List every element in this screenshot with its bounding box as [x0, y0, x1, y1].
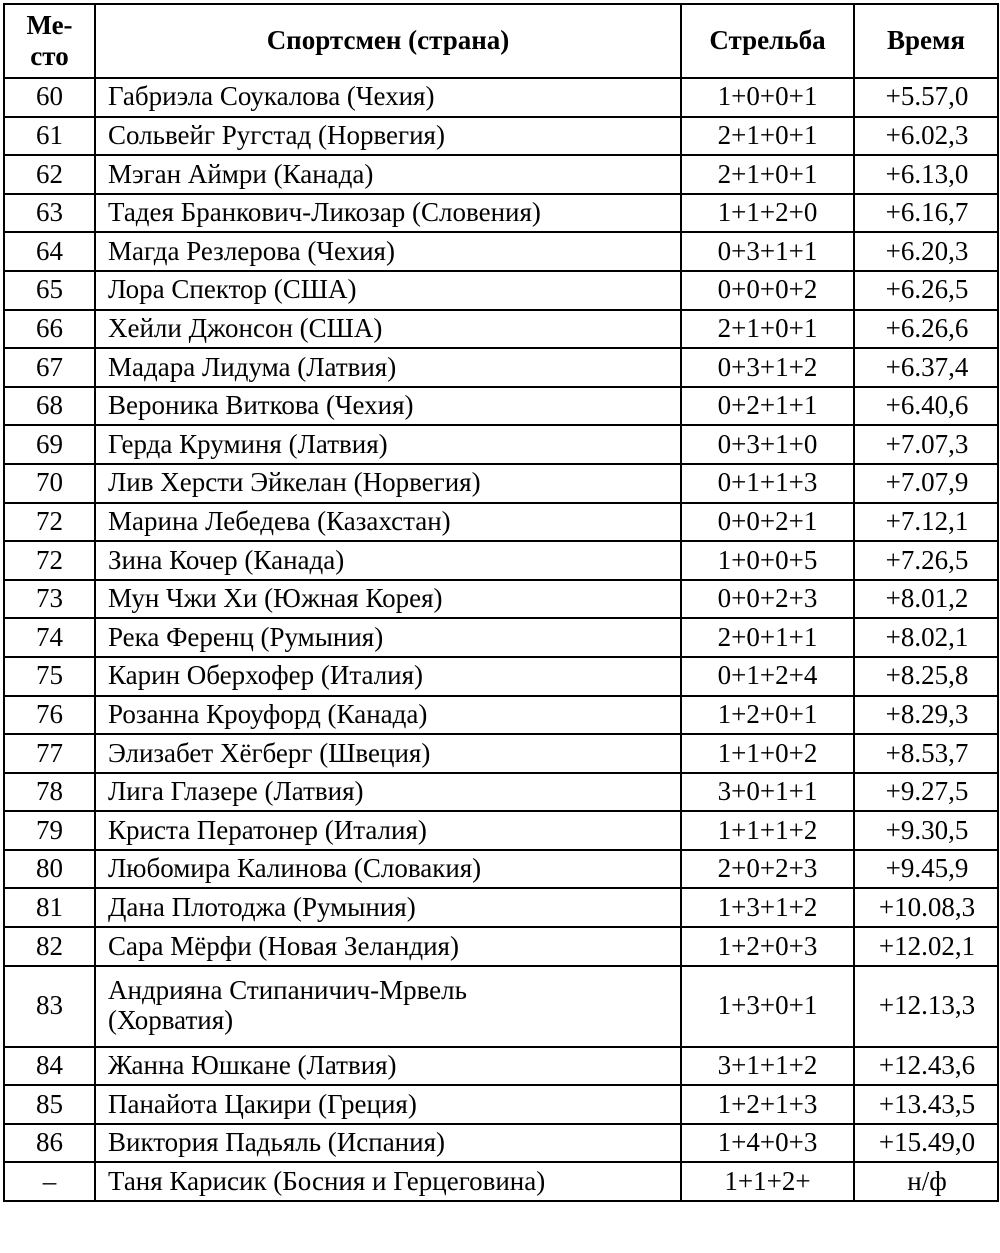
- shooting-cell: 2+1+0+1: [681, 155, 854, 194]
- time-cell: +7.26,5: [854, 541, 998, 580]
- time-cell: +6.16,7: [854, 194, 998, 233]
- shooting-cell: 0+1+1+3: [681, 464, 854, 503]
- table-row: [4, 425, 998, 464]
- table-row: [4, 503, 998, 542]
- table-row: [4, 888, 998, 927]
- time-cell: +8.25,8: [854, 657, 998, 696]
- shooting-cell: 1+0+0+5: [681, 541, 854, 580]
- shooting-cell: 1+2+1+3: [681, 1085, 854, 1124]
- shooting-cell: 0+3+1+2: [681, 348, 854, 387]
- athlete-cell: Мун Чжи Хи (Южная Корея): [95, 580, 681, 619]
- time-cell: +5.57,0: [854, 78, 998, 117]
- header-place: [4, 4, 95, 78]
- shooting-cell: 1+2+0+3: [681, 927, 854, 966]
- place-cell: 82: [4, 927, 95, 966]
- time-cell: н/ф: [854, 1162, 998, 1201]
- shooting-cell: 2+0+1+1: [681, 618, 854, 657]
- shooting-cell: 1+4+0+3: [681, 1124, 854, 1163]
- athlete-cell: Любомира Калинова (Словакия): [95, 850, 681, 889]
- shooting-cell: 1+1+2+: [681, 1162, 854, 1201]
- time-cell: +6.37,4: [854, 348, 998, 387]
- place-cell: 78: [4, 773, 95, 812]
- place-cell: 66: [4, 310, 95, 349]
- table-row: [4, 618, 998, 657]
- place-cell: 65: [4, 271, 95, 310]
- table-row: [4, 194, 998, 233]
- shooting-cell: 2+0+2+3: [681, 850, 854, 889]
- place-cell: 67: [4, 348, 95, 387]
- athlete-cell: Виктория Падьяль (Испания): [95, 1124, 681, 1163]
- table-row: [4, 155, 998, 194]
- table-row: [4, 850, 998, 889]
- table-row: [4, 580, 998, 619]
- place-cell: 69: [4, 425, 95, 464]
- place-cell: 79: [4, 811, 95, 850]
- place-cell: 61: [4, 117, 95, 156]
- athlete-cell: [95, 966, 681, 1047]
- athlete-cell: Марина Лебедева (Казахстан): [95, 503, 681, 542]
- shooting-cell: 1+3+1+2: [681, 888, 854, 927]
- place-cell: –: [4, 1162, 95, 1201]
- table-row: [4, 657, 998, 696]
- athlete-cell: Тадея Бранкович-Ликозар (Словения): [95, 194, 681, 233]
- table-row: [4, 773, 998, 812]
- time-cell: +7.07,9: [854, 464, 998, 503]
- time-cell: +6.26,5: [854, 271, 998, 310]
- athlete-cell: Мэган Аймри (Канада): [95, 155, 681, 194]
- table-row: [4, 78, 998, 117]
- athlete-cell: Река Ференц (Румыния): [95, 618, 681, 657]
- time-cell: +8.01,2: [854, 580, 998, 619]
- table-row: [4, 232, 998, 271]
- table-row: [4, 811, 998, 850]
- time-cell: +8.02,1: [854, 618, 998, 657]
- time-cell: +8.29,3: [854, 696, 998, 735]
- place-cell: 77: [4, 734, 95, 773]
- athlete-cell: Жанна Юшкане (Латвия): [95, 1047, 681, 1086]
- shooting-cell: 0+0+2+1: [681, 503, 854, 542]
- table-row: [4, 1085, 998, 1124]
- place-cell: 76: [4, 696, 95, 735]
- table-row: [4, 117, 998, 156]
- shooting-cell: 1+1+1+2: [681, 811, 854, 850]
- place-cell: 62: [4, 155, 95, 194]
- athlete-name-line2: (Хорватия): [108, 1005, 234, 1036]
- athlete-cell: Лига Глазере (Латвия): [95, 773, 681, 812]
- place-cell: 63: [4, 194, 95, 233]
- shooting-cell: 0+3+1+0: [681, 425, 854, 464]
- shooting-cell: 2+1+0+1: [681, 117, 854, 156]
- header-athlete: Спортсмен (страна): [95, 4, 681, 78]
- shooting-cell: 2+1+0+1: [681, 310, 854, 349]
- athlete-cell: Сара Мёрфи (Новая Зеландия): [95, 927, 681, 966]
- results-table: [3, 3, 999, 1202]
- place-cell: 72: [4, 503, 95, 542]
- time-cell: +12.02,1: [854, 927, 998, 966]
- athlete-cell: Хейли Джонсон (США): [95, 310, 681, 349]
- athlete-cell: Зина Кочер (Канада): [95, 541, 681, 580]
- athlete-cell: Герда Круминя (Латвия): [95, 425, 681, 464]
- table-row: [4, 966, 998, 1047]
- table-row: [4, 927, 998, 966]
- athlete-cell: Магда Резлерова (Чехия): [95, 232, 681, 271]
- athlete-cell: Розанна Кроуфорд (Канада): [95, 696, 681, 735]
- header-shooting: Стрельба: [681, 4, 854, 78]
- athlete-cell: Элизабет Хёгберг (Швеция): [95, 734, 681, 773]
- time-cell: +6.02,3: [854, 117, 998, 156]
- shooting-cell: 0+2+1+1: [681, 387, 854, 426]
- time-cell: +7.07,3: [854, 425, 998, 464]
- place-cell: 73: [4, 580, 95, 619]
- shooting-cell: 0+1+2+4: [681, 657, 854, 696]
- shooting-cell: 1+1+2+0: [681, 194, 854, 233]
- shooting-cell: 1+3+0+1: [681, 966, 854, 1047]
- shooting-cell: 0+0+0+2: [681, 271, 854, 310]
- time-cell: +7.12,1: [854, 503, 998, 542]
- header-time: Время: [854, 4, 998, 78]
- athlete-cell: Дана Плотоджа (Румыния): [95, 888, 681, 927]
- athlete-cell: Лора Спектор (США): [95, 271, 681, 310]
- time-cell: +9.45,9: [854, 850, 998, 889]
- athlete-name-line1: Андрияна Стипаничич-Мрвель: [108, 975, 467, 1006]
- time-cell: +8.53,7: [854, 734, 998, 773]
- table-row: [4, 696, 998, 735]
- time-cell: +15.49,0: [854, 1124, 998, 1163]
- time-cell: +10.08,3: [854, 888, 998, 927]
- athlete-cell: Криста Ператонер (Италия): [95, 811, 681, 850]
- header-place-line1: Ме-: [26, 9, 73, 40]
- shooting-cell: 0+3+1+1: [681, 232, 854, 271]
- place-cell: 80: [4, 850, 95, 889]
- shooting-cell: 3+0+1+1: [681, 773, 854, 812]
- place-cell: 81: [4, 888, 95, 927]
- place-cell: 70: [4, 464, 95, 503]
- table-row: [4, 734, 998, 773]
- place-cell: 74: [4, 618, 95, 657]
- time-cell: +13.43,5: [854, 1085, 998, 1124]
- place-cell: 72: [4, 541, 95, 580]
- time-cell: +6.20,3: [854, 232, 998, 271]
- shooting-cell: 1+0+0+1: [681, 78, 854, 117]
- place-cell: 85: [4, 1085, 95, 1124]
- time-cell: +6.13,0: [854, 155, 998, 194]
- time-cell: +9.27,5: [854, 773, 998, 812]
- table-row: [4, 1162, 998, 1201]
- time-cell: +6.26,6: [854, 310, 998, 349]
- time-cell: +6.40,6: [854, 387, 998, 426]
- place-cell: 83: [4, 966, 95, 1047]
- table-row: [4, 348, 998, 387]
- place-cell: 68: [4, 387, 95, 426]
- athlete-cell: Вероника Виткова (Чехия): [95, 387, 681, 426]
- shooting-cell: 1+1+0+2: [681, 734, 854, 773]
- time-cell: +12.13,3: [854, 966, 998, 1047]
- place-cell: 64: [4, 232, 95, 271]
- shooting-cell: 1+2+0+1: [681, 696, 854, 735]
- table-row: [4, 387, 998, 426]
- shooting-cell: 3+1+1+2: [681, 1047, 854, 1086]
- table-row: [4, 541, 998, 580]
- header-row: [4, 4, 998, 78]
- athlete-cell: Таня Карисик (Босния и Герцеговина): [95, 1162, 681, 1201]
- place-cell: 60: [4, 78, 95, 117]
- place-cell: 75: [4, 657, 95, 696]
- table-row: [4, 310, 998, 349]
- shooting-cell: 0+0+2+3: [681, 580, 854, 619]
- place-cell: 86: [4, 1124, 95, 1163]
- time-cell: +9.30,5: [854, 811, 998, 850]
- athlete-cell: Карин Оберхофер (Италия): [95, 657, 681, 696]
- place-cell: 84: [4, 1047, 95, 1086]
- time-cell: +12.43,6: [854, 1047, 998, 1086]
- athlete-cell: Лив Херсти Эйкелан (Норвегия): [95, 464, 681, 503]
- table-row: [4, 464, 998, 503]
- athlete-cell: Сольвейг Ругстад (Норвегия): [95, 117, 681, 156]
- athlete-cell: Панайота Цакири (Греция): [95, 1085, 681, 1124]
- table-row: [4, 271, 998, 310]
- table-row: [4, 1124, 998, 1163]
- athlete-cell: Мадара Лидума (Латвия): [95, 348, 681, 387]
- header-place-line2: сто: [30, 41, 69, 71]
- athlete-cell: Габриэла Соукалова (Чехия): [95, 78, 681, 117]
- table-row: [4, 1047, 998, 1086]
